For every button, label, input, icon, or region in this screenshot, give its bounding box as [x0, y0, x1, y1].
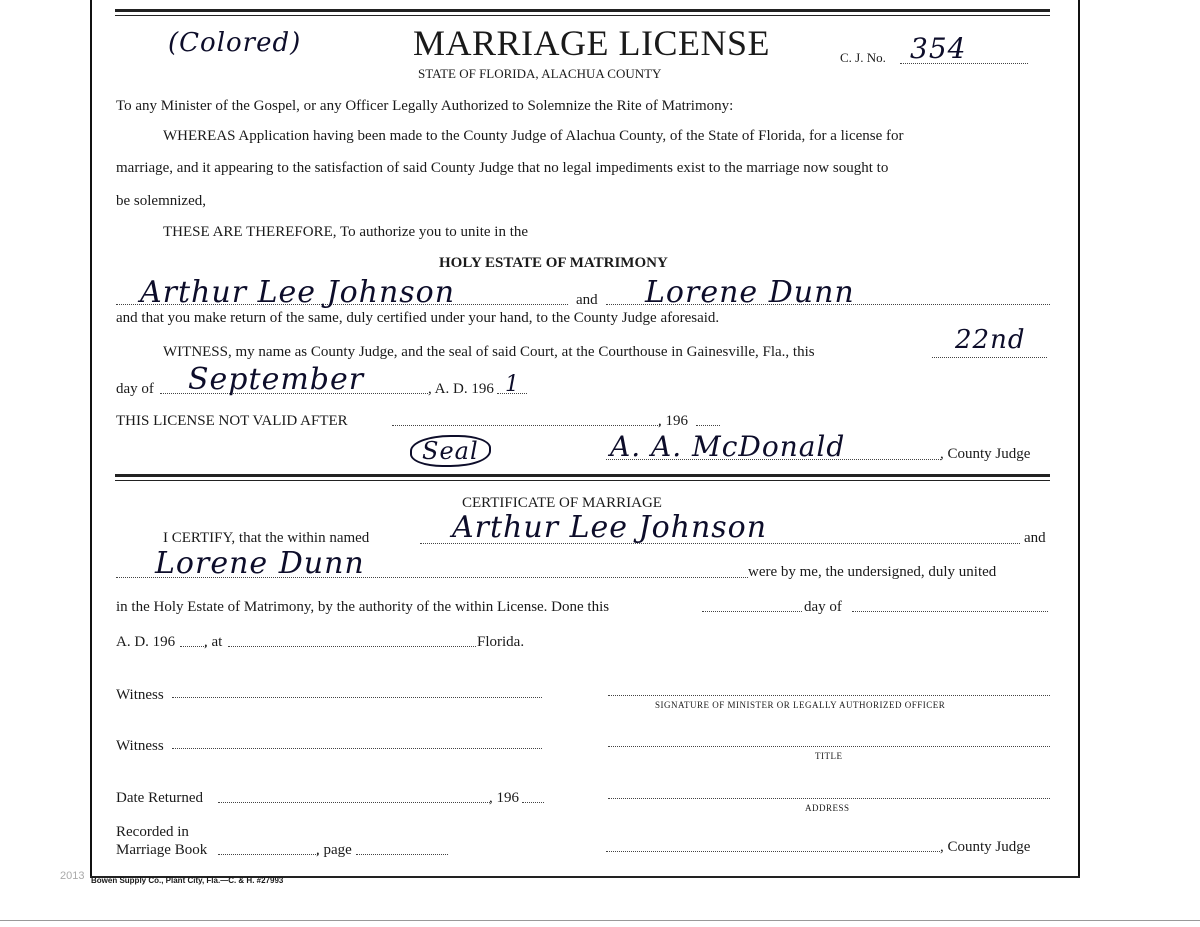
return-line: and that you make return of the same, duly certified under your hand, to the County Judge aforesaid. — [116, 310, 720, 326]
cert-month-line — [852, 611, 1048, 612]
judge-signature: A. A. McDonald — [610, 430, 846, 463]
date-returned-year-line — [522, 802, 544, 803]
witness-2-line — [172, 748, 542, 749]
cert-place-line — [228, 646, 476, 647]
bottom-scan-edge — [0, 920, 1200, 921]
holy-estate-heading: HOLY ESTATE OF MATRIMONY — [439, 255, 668, 271]
section-rule-thin — [115, 480, 1050, 481]
date-returned-label: Date Returned — [116, 790, 204, 806]
certificate-heading: CERTIFICATE OF MARRIAGE — [462, 495, 662, 511]
cert-ad-prefix: A. D. 196 — [116, 634, 176, 650]
cert-year-line — [180, 646, 206, 647]
date-returned-line — [218, 802, 490, 803]
cert-groom-name: Arthur Lee Johnson — [452, 510, 768, 545]
month-value: September — [188, 362, 365, 397]
united-label: were by me, the undersigned, duly united — [748, 564, 997, 580]
date-returned-year: , 196 — [489, 790, 519, 806]
not-valid-label: THIS LICENSE NOT VALID AFTER — [116, 413, 348, 429]
marriage-book-line — [218, 854, 318, 855]
cert-and-word: and — [1024, 530, 1046, 546]
witness-day-line — [932, 357, 1047, 358]
frame-right-border — [1078, 0, 1080, 878]
cj-number-value: 354 — [910, 32, 967, 65]
recorder-county-judge: , County Judge — [940, 839, 1031, 855]
therefore-line: THESE ARE THEREFORE, To authorize you to unite in the — [163, 224, 529, 240]
cert-at-word: , at — [204, 634, 223, 650]
watermark-year: 2013 — [60, 870, 85, 882]
holy-line: in the Holy Estate of Matrimony, by the authority of the within License. Done this — [116, 599, 610, 615]
printer-credit: Bowen Supply Co., Plant City, Fla.—C. & H. #27993 — [91, 876, 284, 885]
address-line — [608, 798, 1050, 799]
page-title: MARRIAGE LICENSE — [413, 23, 770, 63]
top-rule-thin — [115, 15, 1050, 16]
cert-bride-name: Lorene Dunn — [155, 546, 365, 581]
page-subtitle: STATE OF FLORIDA, ALACHUA COUNTY — [418, 66, 662, 81]
witness-2-label: Witness — [116, 738, 164, 754]
seal-mark: Seal — [410, 435, 491, 467]
not-valid-year-line — [696, 425, 720, 426]
frame-left-border — [90, 0, 92, 878]
whereas-line-1: WHEREAS Application having been made to the County Judge of Alachua County, of the State of Florida, for a license for — [163, 128, 904, 144]
groom-name: Arthur Lee Johnson — [140, 275, 456, 310]
recorded-in-label: Recorded in — [116, 824, 189, 840]
witness-day: 22nd — [955, 325, 1026, 355]
colored-note: (Colored) — [168, 28, 302, 58]
witness-1-label: Witness — [116, 687, 164, 703]
whereas-line-3: be solemnized, — [116, 193, 206, 209]
cj-number-label: C. J. No. — [840, 50, 886, 65]
ad-label: , A. D. 196 — [428, 381, 494, 397]
witness-line: WITNESS, my name as County Judge, and the seal of said Court, at the Courthouse in Gainesville, Fla., this — [163, 344, 815, 360]
done-day-line — [702, 611, 802, 612]
title-caption: TITLE — [815, 751, 843, 761]
minister-signature-line — [608, 695, 1050, 696]
recorder-judge-line — [606, 851, 940, 852]
florida-label: Florida. — [477, 634, 525, 650]
bride-name: Lorene Dunn — [645, 275, 855, 310]
and-word-license: and — [576, 292, 598, 308]
address-line: To any Minister of the Gospel, or any Officer Legally Authorized to Solemnize the Rite of Matrimony: — [116, 98, 734, 114]
year-digit: 1 — [505, 372, 520, 397]
day-of-label: day of — [116, 381, 154, 397]
minister-signature-caption: SIGNATURE OF MINISTER OR LEGALLY AUTHORIZED OFFICER — [655, 700, 946, 710]
cert-day-of: day of — [804, 599, 842, 615]
top-rule-thick — [115, 9, 1050, 12]
marriage-book-label: Marriage Book — [116, 842, 208, 858]
not-valid-line — [392, 425, 660, 426]
page-line — [356, 854, 448, 855]
address-caption: ADDRESS — [805, 803, 850, 813]
whereas-line-2: marriage, and it appearing to the satisfaction of said County Judge that no legal impediments exist to the marriage now sought to — [116, 160, 889, 176]
witness-1-line — [172, 697, 542, 698]
county-judge-label: , County Judge — [940, 446, 1031, 462]
title-line — [608, 746, 1050, 747]
section-rule-thick — [115, 474, 1050, 477]
not-valid-year: , 196 — [658, 413, 688, 429]
page-label: , page — [316, 842, 352, 858]
certify-label: I CERTIFY, that the within named — [163, 530, 370, 546]
